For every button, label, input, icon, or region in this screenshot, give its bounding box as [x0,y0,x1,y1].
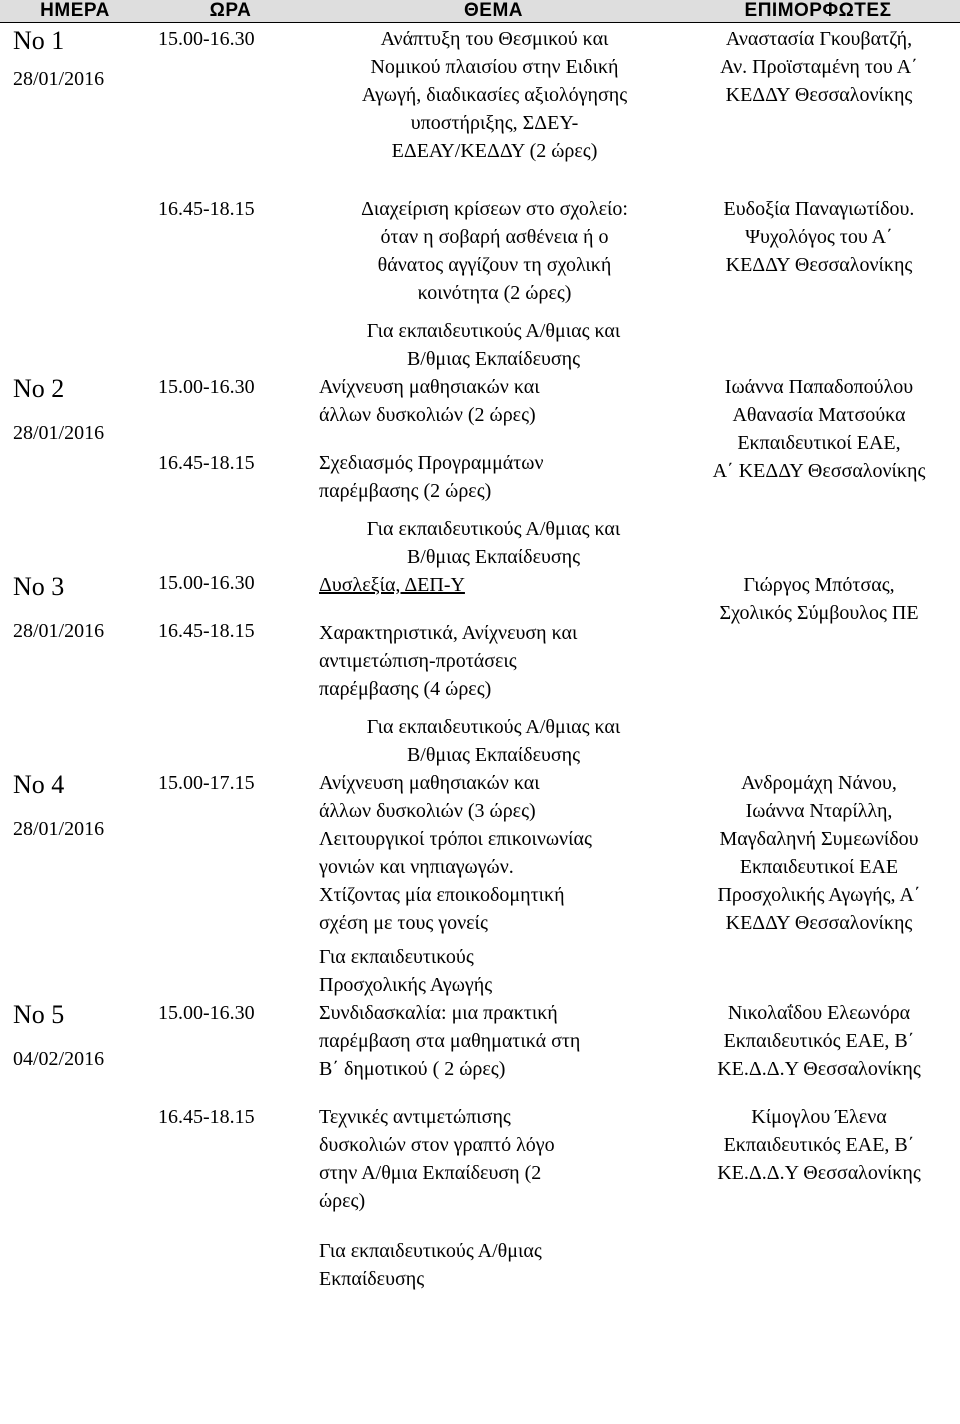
session-5-topic-2 [311,1103,676,1215]
topic-line: ΕΔΕΑΥ/ΚΕΔΔΥ (2 ώρες) [391,140,598,162]
session-5-row [0,937,960,1293]
trainer-line: Αθανασία Ματσούκα [732,404,906,426]
audience-line: Β/θμιας Εκπαίδευσης [406,546,581,568]
trainer-line: Προσχολικής Αγωγής, Α΄ [717,884,921,906]
session-2-audience [311,317,676,373]
audience-line: Β/θμιας Εκπαίδευσης [406,348,581,370]
session-4-time-1: 15.00-17.15 [158,772,255,794]
topic-line: Β΄ δημοτικού ( 2 ώρες) [319,1058,506,1080]
session-4-trainers [676,703,960,937]
session-4-topic-1 [311,769,676,937]
session-5-audience [311,943,676,999]
trainer-line: Αν. Προϊσταμένη του Α΄ [720,56,918,78]
topic-line: Ανίχνευση μαθησιακών και [319,772,540,794]
trainer-line: Μαγδαληνή Συμεωνίδου [719,828,919,850]
trainer-line: Εκπαιδευτικός ΕΑΕ, Β΄ [723,1030,915,1052]
session-2-row [0,307,960,505]
session-4-date: 28/01/2016 [13,818,105,840]
topic-line: θάνατος αγγίζουν τη σχολική [377,254,612,276]
session-5-audience-2 [311,1237,676,1293]
session-5-topic-1 [311,999,676,1083]
topic-line: δυσκολιών στον γραπτό λόγο [319,1134,555,1156]
topic-line: ώρες) [319,1190,366,1212]
session-2-trainer [676,373,960,485]
trainer-line: Γιώργος Μπότσας, [743,574,895,596]
trainer-line: Σχολικός Σύμβουλος ΠΕ [719,602,919,624]
topic-line: Λειτουργικοί τρόποι επικοινωνίας [319,828,592,850]
trainer-line: ΚΕ.Δ.Δ.Υ Θεσσαλονίκης [717,1162,921,1184]
session-5-date: 04/02/2016 [13,1048,105,1070]
trainer-line: ΚΕΔΔΥ Θεσσαλονίκης [725,254,913,276]
topic-line: Χαρακτηριστικά, Ανίχνευση και [319,622,578,644]
session-1-times [150,23,311,308]
audience-line: Για εκπαιδευτικούς [319,946,474,968]
session-1-row [0,23,960,308]
session-4-times [150,703,311,937]
session-1-trainer-2 [676,195,960,279]
header-trainers: ΕΠΙΜΟΡΦΩΤΕΣ [676,0,960,23]
audience-line: Για εκπαιδευτικούς Α/θμιας και [366,518,621,540]
session-3-times [150,505,311,703]
session-4-row [0,703,960,937]
topic-line: άλλων δυσκολιών (3 ώρες) [319,800,536,822]
audience-line: Για εκπαιδευτικούς Α/θμιας και [366,320,621,342]
topic-line: Νομικού πλαισίου στην Ειδική [370,56,619,78]
topic-line: Αγωγή, διαδικασίες αξιολόγησης [361,84,628,106]
trainer-line: Εκπαιδευτικοί ΕΑΕ, [737,432,901,454]
trainer-line: Κίμογλου Έλενα [751,1106,887,1128]
topic-line: στην Α/θμια Εκπαίδευση (2 [319,1162,542,1184]
session-2-topic-2 [311,449,676,505]
trainer-line: Ιωάννα Νταρίλλη, [745,800,893,822]
trainer-line: ΚΕΔΔΥ Θεσσαλονίκης [725,912,913,934]
session-2-topics [311,307,676,505]
session-2-time-1: 15.00-16.30 [158,376,255,398]
session-5-number: No 5 [13,1000,65,1029]
session-2-number: No 2 [13,374,65,403]
session-5-trainers [676,937,960,1293]
topic-line: παρέμβαση στα μαθηματικά στη [319,1030,581,1052]
session-1-topic-1 [311,25,676,165]
session-5-times [150,937,311,1293]
session-1-time-2: 16.45-18.15 [158,198,255,220]
topic-line: άλλων δυσκολιών (2 ώρες) [319,404,536,426]
session-3-time-1: 15.00-16.30 [158,572,255,594]
header-time: ΩΡΑ [150,0,311,23]
trainer-line: Α΄ ΚΕΔΔΥ Θεσσαλονίκης [712,460,926,482]
session-5-trainer-2 [676,1103,960,1187]
topic-line: Συνδιδασκαλία: μια πρακτική [319,1002,558,1024]
session-3-trainers [676,505,960,703]
trainer-line: Εκπαιδευτικός ΕΑΕ, Β΄ [723,1134,915,1156]
session-1-trainers [676,23,960,308]
audience-line: Προσχολικής Αγωγής [319,974,493,996]
audience-line: Β/θμιας Εκπαίδευσης [406,744,581,766]
session-1-number: No 1 [13,26,65,55]
session-1-topics [311,23,676,308]
topic-line: Ανίχνευση μαθησιακών και [319,376,540,398]
trainer-line: Ψυχολόγος του Α΄ [745,226,893,248]
topic-line: αντιμετώπιση-προτάσεις [319,650,517,672]
session-5-time-2: 16.45-18.15 [158,1106,255,1128]
header-topic: ΘΕΜΑ [311,0,676,23]
session-4-audience [311,713,676,769]
trainer-line: Αναστασία Γκουβατζή, [725,28,913,50]
header-day: ΗΜΕΡΑ [0,0,150,23]
trainer-line: Ευδοξία Παναγιωτίδου. [723,198,915,220]
topic-line: παρέμβασης (4 ώρες) [319,678,492,700]
trainer-line: ΚΕ.Δ.Δ.Υ Θεσσαλονίκης [717,1058,921,1080]
trainer-line: Ιωάννα Παπαδοπούλου [724,376,914,398]
session-2-trainers [676,307,960,505]
session-3-date: 28/01/2016 [13,620,105,642]
audience-line: Για εκπαιδευτικούς Α/θμιας και [366,716,621,738]
session-3-topics [311,505,676,703]
session-5-topics [311,937,676,1293]
session-4-day [0,703,150,937]
session-2-date: 28/01/2016 [13,422,105,444]
session-2-time-2: 16.45-18.15 [158,452,255,474]
session-3-day [0,505,150,703]
topic-line: Σχεδιασμός Προγραμμάτων [319,452,544,474]
session-2-times [150,307,311,505]
session-2-topic-1 [311,373,676,429]
session-1-date: 28/01/2016 [13,68,105,90]
topic-line: Ανάπτυξη του Θεσμικού και [380,28,609,50]
audience-line: Για εκπαιδευτικούς Α/θμιας [319,1240,542,1262]
session-1-day [0,23,150,308]
topic-line: παρέμβασης (2 ώρες) [319,480,492,502]
topic-line: Διαχείριση κρίσεων στο σχολείο: [361,198,628,220]
trainer-line: ΚΕΔΔΥ Θεσσαλονίκης [725,84,913,106]
topic-line: υποστήριξης, ΣΔΕΥ- [410,112,579,134]
topic-line: κοινότητα (2 ώρες) [417,282,572,304]
session-3-audience [311,515,676,571]
audience-line: Εκπαίδευσης [319,1268,425,1290]
session-4-trainer [676,769,960,937]
session-4-number: No 4 [13,770,65,799]
session-3-number: No 3 [13,572,65,601]
session-5-trainer-1 [676,999,960,1083]
session-3-topic-1 [311,571,676,599]
trainer-line: Νικολαΐδου Ελεωνόρα [727,1002,911,1024]
trainer-line: Εκπαιδευτικοί ΕΑΕ [739,856,899,878]
session-3-time-2: 16.45-18.15 [158,620,255,642]
header-row [0,0,960,23]
topic-line: σχέση με τους γονείς [319,912,488,934]
trainer-line: Ανδρομάχη Νάνου, [741,772,897,794]
topic-line: Χτίζοντας μία εποικοδομητική [319,884,565,906]
session-5-time-1: 15.00-16.30 [158,1002,255,1024]
topic-line: Τεχνικές αντιμετώπισης [319,1106,511,1128]
session-3-row [0,505,960,703]
topic-line: όταν η σοβαρή ασθένεια ή ο [380,226,609,248]
session-4-topics [311,703,676,937]
session-1-trainer-1 [676,25,960,109]
session-1-time-1: 15.00-16.30 [158,28,255,50]
topic-line: Δυσλεξία, ΔΕΠ-Υ [319,574,465,596]
topic-line: γονιών και νηπιαγωγών. [319,856,514,878]
session-1-topic-2 [311,195,676,307]
session-3-trainer [676,571,960,627]
session-5-day [0,937,150,1293]
session-2-day [0,307,150,505]
session-3-topic-2 [311,619,676,703]
